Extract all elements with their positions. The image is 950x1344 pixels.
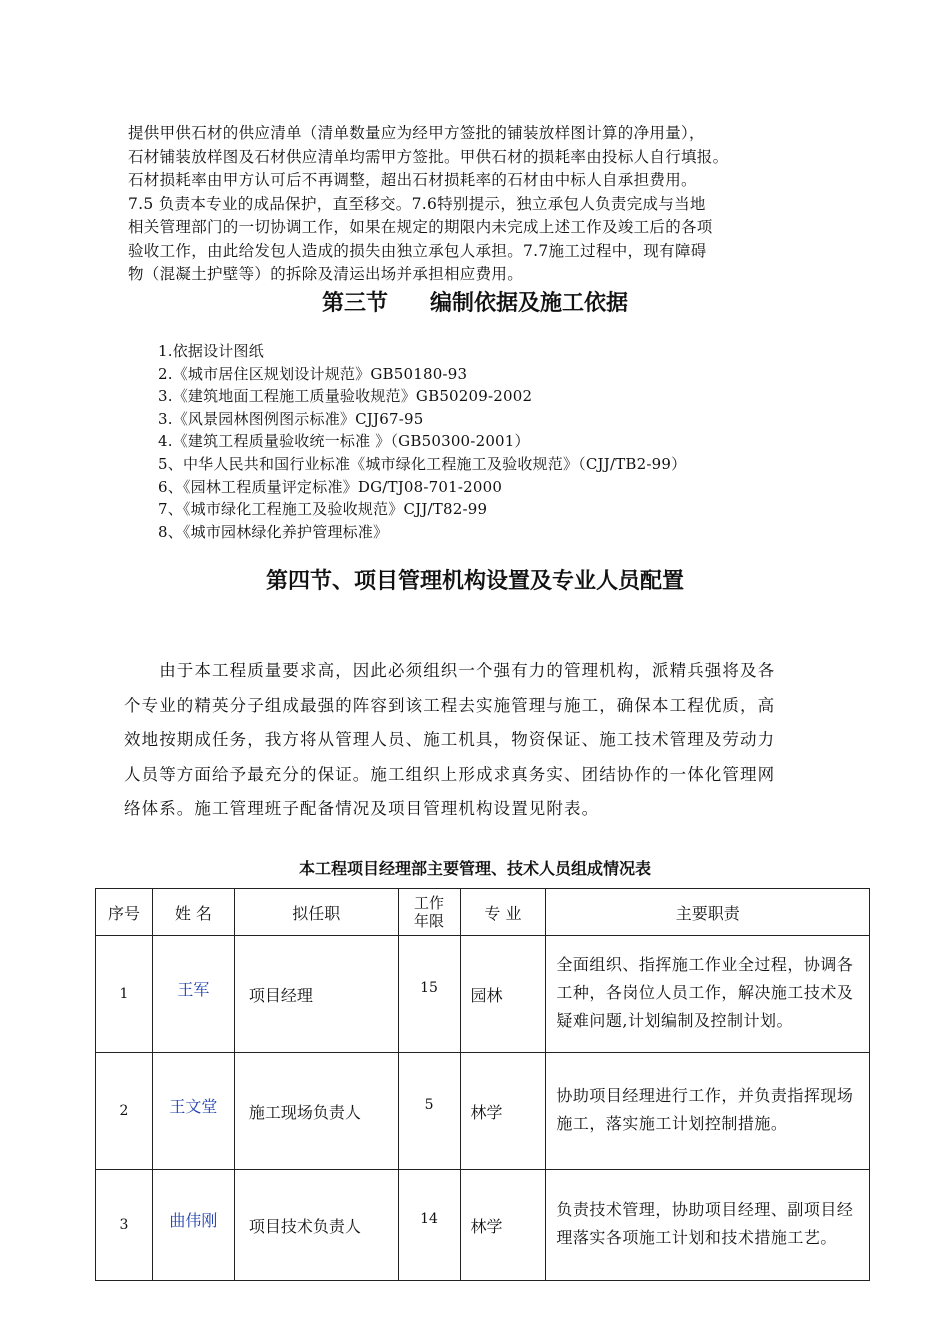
cell-specialty: 林学 xyxy=(460,1170,546,1281)
list-item: 3.《风景园林图例图示标准》CJJ67-95 xyxy=(158,409,424,428)
list-item: 5、中华人民共和国行业标准《城市绿化工程施工及验收规范》（CJJ/TB2-99） xyxy=(158,454,687,473)
name-text: 王文堂 xyxy=(169,1096,218,1116)
header-name: 姓 名 xyxy=(152,889,234,936)
basis-list xyxy=(158,340,686,543)
list-item: 3.《建筑地面工程施工质量验收规范》GB50209-2002 xyxy=(158,387,533,406)
intro-line: 石材铺装放样图及石材供应清单均需甲方签批。甲供石材的损耗率由投标人自行填报。 xyxy=(128,147,729,166)
cell-duty: 负责技术管理，协助项目经理、副项目经理落实各项施工计划和技术措施工艺。 xyxy=(546,1170,870,1281)
intro-line: 相关管理部门的一切协调工作，如果在规定的期限内未完成上述工作及竣工后的各项 xyxy=(128,218,713,236)
header-no: 序号 xyxy=(96,889,153,936)
paragraph-line: 效地按期成任务，我方将从管理人员、施工机具，物资保证、施工技术管理及劳动力 xyxy=(124,730,776,749)
cell-specialty: 园林 xyxy=(460,936,546,1053)
cell-role: 施工现场负责人 xyxy=(234,1053,398,1170)
table-header-row xyxy=(96,889,870,936)
paragraph-line: 个专业的精英分子组成最强的阵容到该工程去实施管理与施工，确保本工程优质，高 xyxy=(124,695,776,715)
intro-line: 物（混凝土护壁等）的拆除及清运出场并承担相应费用。 xyxy=(128,265,524,283)
intro-line: 石材损耗率由甲方认可后不再调整，超出石材损耗率的石材由中标人自承担费用。 xyxy=(128,171,697,189)
header-years-line2: 年限 xyxy=(414,912,445,930)
list-item: 4.《建筑工程质量验收统一标准 》（GB50300-2001） xyxy=(158,432,530,451)
name-text: 王军 xyxy=(177,979,210,999)
section3-label: 第三节 xyxy=(321,291,388,316)
name-text: 曲伟刚 xyxy=(169,1210,218,1230)
cell-specialty: 林学 xyxy=(460,1053,546,1170)
section3-title: 编制依据及施工依据 xyxy=(430,291,629,316)
staff-table xyxy=(95,888,870,1281)
section4-heading: 第四节、项目管理机构设置及专业人员配置 xyxy=(265,569,684,594)
header-years xyxy=(398,889,460,936)
paragraph-line: 由于本工程质量要求高，因此必须组织一个强有力的管理机构，派精兵强将及各 xyxy=(124,661,776,680)
list-item: 8、《城市园林绿化养护管理标准》 xyxy=(158,522,389,541)
years-text: 15 xyxy=(420,980,438,996)
cell-role: 项目经理 xyxy=(234,936,398,1053)
cell-no: 2 xyxy=(96,1053,153,1170)
table-row xyxy=(96,1170,870,1281)
intro-line: 7.5 负责本专业的成品保护，直至移交。7.6特别提示，独立承包人负责完成与当地 xyxy=(128,194,706,213)
list-item: 2.《城市居住区规划设计规范》GB50180-93 xyxy=(158,364,468,383)
cell-name xyxy=(152,1053,234,1170)
section4-paragraph xyxy=(124,654,838,827)
cell-no: 3 xyxy=(96,1170,153,1281)
cell-duty: 协助项目经理进行工作，并负责指挥现场施工，落实施工计划控制措施。 xyxy=(546,1053,870,1170)
cell-years xyxy=(398,1170,460,1281)
section3-heading xyxy=(0,286,950,317)
cell-role: 项目技术负责人 xyxy=(234,1170,398,1281)
intro-line: 验收工作，由此给发包人造成的损失由独立承包人承担。7.7施工过程中，现有障碍 xyxy=(128,241,707,260)
header-duty: 主要职责 xyxy=(546,889,870,936)
cell-no: 1 xyxy=(96,936,153,1053)
intro-line: 提供甲供石材的供应清单（清单数量应为经甲方签批的铺装放样图计算的净用量）， xyxy=(128,124,705,142)
paragraph-line: 人员等方面给予最充分的保证。施工组织上形成求真务实、团结协作的一体化管理网 xyxy=(124,764,776,784)
table-row xyxy=(96,1053,870,1170)
years-text: 5 xyxy=(424,1097,434,1113)
cell-name xyxy=(152,936,234,1053)
cell-years xyxy=(398,1053,460,1170)
cell-years xyxy=(398,936,460,1053)
list-item: 1.依据设计图纸 xyxy=(158,342,264,360)
header-specialty: 专 业 xyxy=(460,889,546,936)
list-item: 6、《园林工程质量评定标准》DG/TJ08-701-2000 xyxy=(158,477,503,496)
years-text: 14 xyxy=(420,1211,438,1227)
intro-paragraph xyxy=(128,122,848,287)
header-years-line1: 工作 xyxy=(414,894,445,912)
paragraph-line: 络体系。施工管理班子配备情况及项目管理机构设置见附表。 xyxy=(124,799,600,818)
cell-name xyxy=(152,1170,234,1281)
table-title: 本工程项目经理部主要管理、技术人员组成情况表 xyxy=(298,859,651,878)
header-role: 拟任职 xyxy=(234,889,398,936)
list-item: 7、《城市绿化工程施工及验收规范》CJJ/T82-99 xyxy=(158,500,488,519)
table-row xyxy=(96,936,870,1053)
cell-duty: 全面组织、指挥施工作业全过程，协调各工种，各岗位人员工作，解决施工技术及疑难问题,计划编制及控制计划。 xyxy=(546,936,870,1053)
